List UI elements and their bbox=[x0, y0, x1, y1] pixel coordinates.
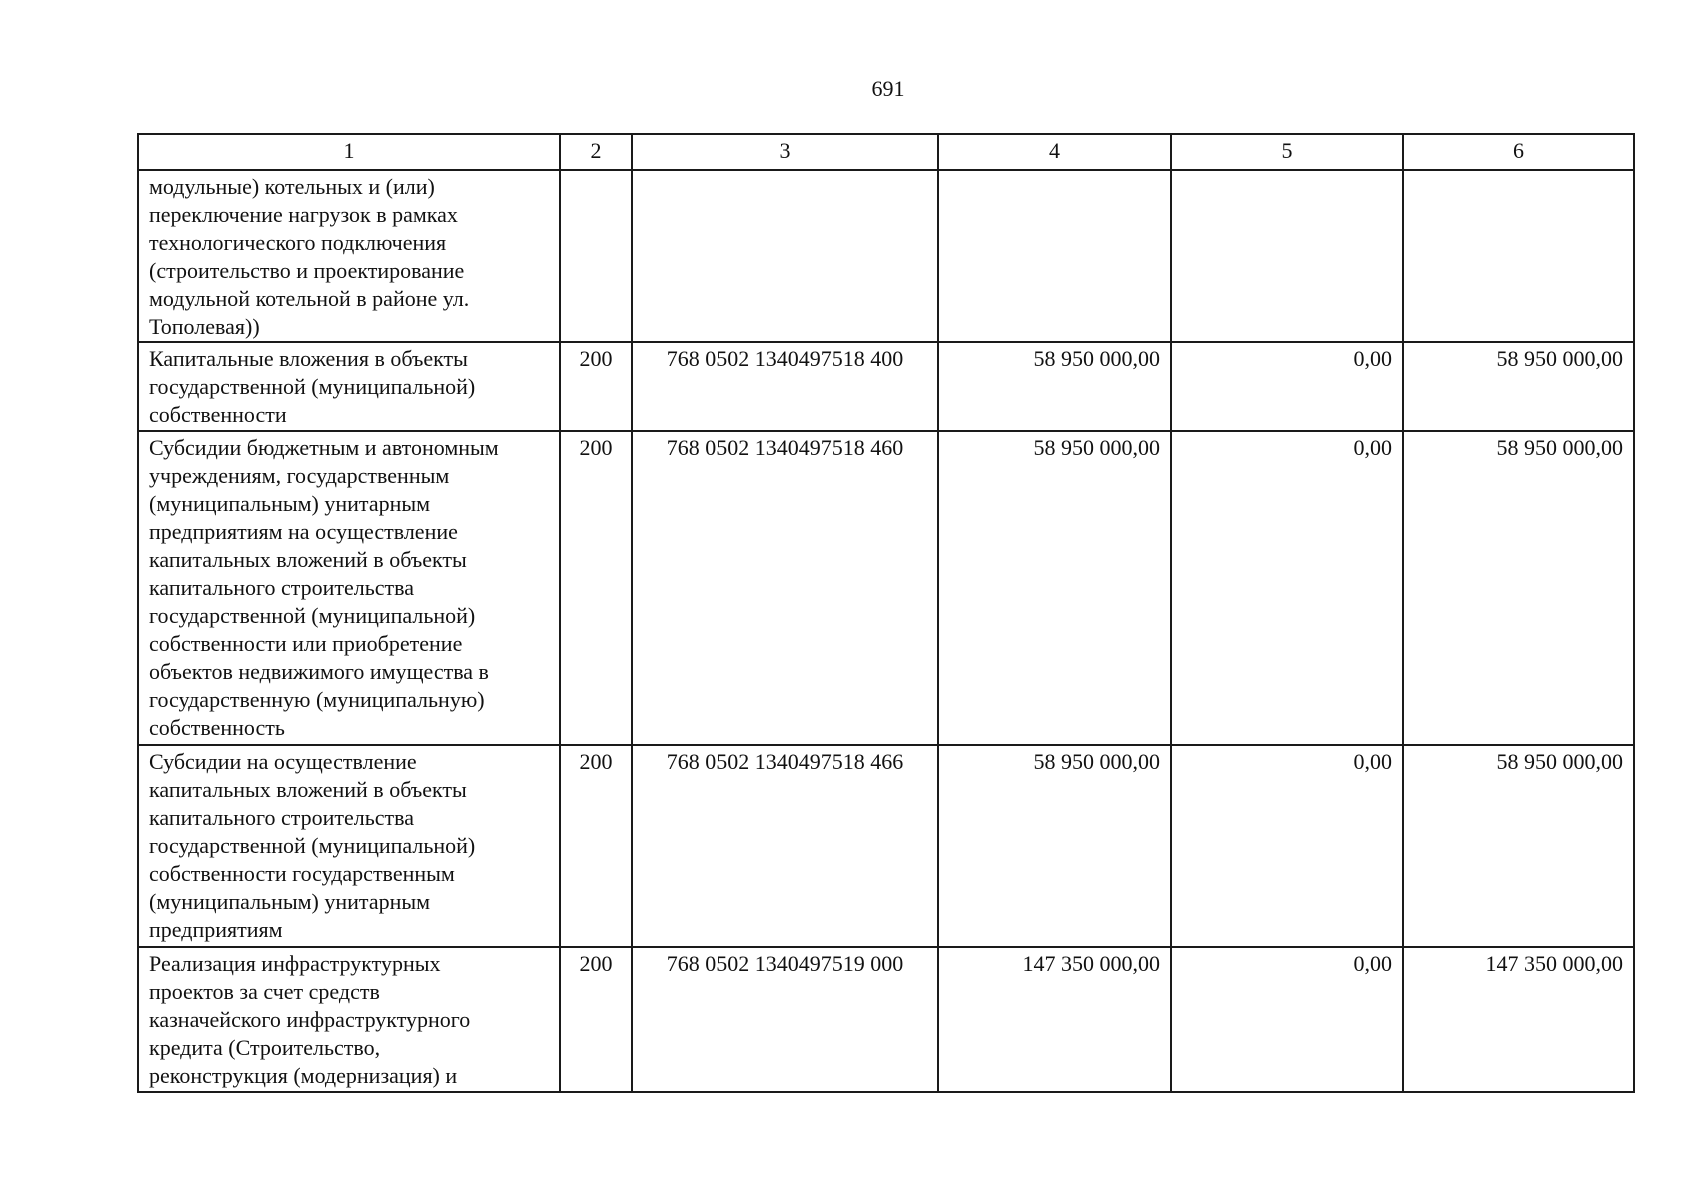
row-change: 0,00 bbox=[1171, 342, 1403, 431]
row-name-cell bbox=[138, 431, 560, 745]
table-row bbox=[138, 342, 1634, 431]
row-change: 0,00 bbox=[1171, 431, 1403, 745]
row-name: модульные) котельных и (или) переключение нагрузок в рамках технологического подключения (строительство и проектирование модульной котельной в районе ул. Тополевая)) bbox=[149, 174, 470, 339]
row-total: 58 950 000,00 bbox=[1403, 342, 1634, 431]
row-col2: 200 bbox=[560, 745, 632, 947]
row-name: Субсидии на осуществление капитальных вложений в объекты капитального строительства государственной (муниципальной) собственности государственным (муниципальным) унитарным предприятиям bbox=[149, 749, 476, 942]
row-amount: 58 950 000,00 bbox=[938, 745, 1171, 947]
row-col2: 200 bbox=[560, 342, 632, 431]
table-header-row bbox=[138, 134, 1634, 170]
row-name: Реализация инфраструктурных проектов за счет средств казначейского инфраструктурного кредита (Строительство, реконструкция (модернизация) и bbox=[149, 951, 471, 1088]
page-number: 691 bbox=[871, 76, 905, 101]
header-col-1: 1 bbox=[138, 134, 560, 170]
row-name-cell bbox=[138, 745, 560, 947]
header-col-5: 5 bbox=[1171, 134, 1403, 170]
row-name-cell bbox=[138, 170, 560, 342]
row-name: Капитальные вложения в объекты государственной (муниципальной) собственности bbox=[149, 346, 476, 427]
row-name-cell bbox=[138, 342, 560, 431]
row-amount: 58 950 000,00 bbox=[938, 342, 1171, 431]
header-col-6: 6 bbox=[1403, 134, 1634, 170]
table-row bbox=[138, 947, 1634, 1092]
row-col2: 200 bbox=[560, 947, 632, 1092]
row-total: 147 350 000,00 bbox=[1403, 947, 1634, 1092]
row-total bbox=[1403, 170, 1634, 342]
row-change: 0,00 bbox=[1171, 745, 1403, 947]
row-change: 0,00 bbox=[1171, 947, 1403, 1092]
row-amount: 147 350 000,00 bbox=[938, 947, 1171, 1092]
row-code: 768 0502 1340497518 466 bbox=[632, 745, 938, 947]
row-code: 768 0502 1340497519 000 bbox=[632, 947, 938, 1092]
row-col2: 200 bbox=[560, 431, 632, 745]
row-total: 58 950 000,00 bbox=[1403, 431, 1634, 745]
row-change bbox=[1171, 170, 1403, 342]
budget-table bbox=[137, 133, 1635, 1093]
header-col-3: 3 bbox=[632, 134, 938, 170]
table-row bbox=[138, 745, 1634, 947]
row-amount: 58 950 000,00 bbox=[938, 431, 1171, 745]
row-total: 58 950 000,00 bbox=[1403, 745, 1634, 947]
row-code: 768 0502 1340497518 400 bbox=[632, 342, 938, 431]
table-row bbox=[138, 170, 1634, 342]
row-col2 bbox=[560, 170, 632, 342]
row-name: Субсидии бюджетным и автономным учреждениям, государственным (муниципальным) унитарным предприятиям на осуществление капитальных вложений в объекты капитального строительства государственной (муниципальной) собственности или приобретение объектов недвижимого имущества в государственную (муниципальную) собственность bbox=[149, 435, 499, 740]
row-amount bbox=[938, 170, 1171, 342]
header-col-2: 2 bbox=[560, 134, 632, 170]
table-row bbox=[138, 431, 1634, 745]
row-code: 768 0502 1340497518 460 bbox=[632, 431, 938, 745]
header-col-4: 4 bbox=[938, 134, 1171, 170]
row-name-cell bbox=[138, 947, 560, 1092]
row-code bbox=[632, 170, 938, 342]
